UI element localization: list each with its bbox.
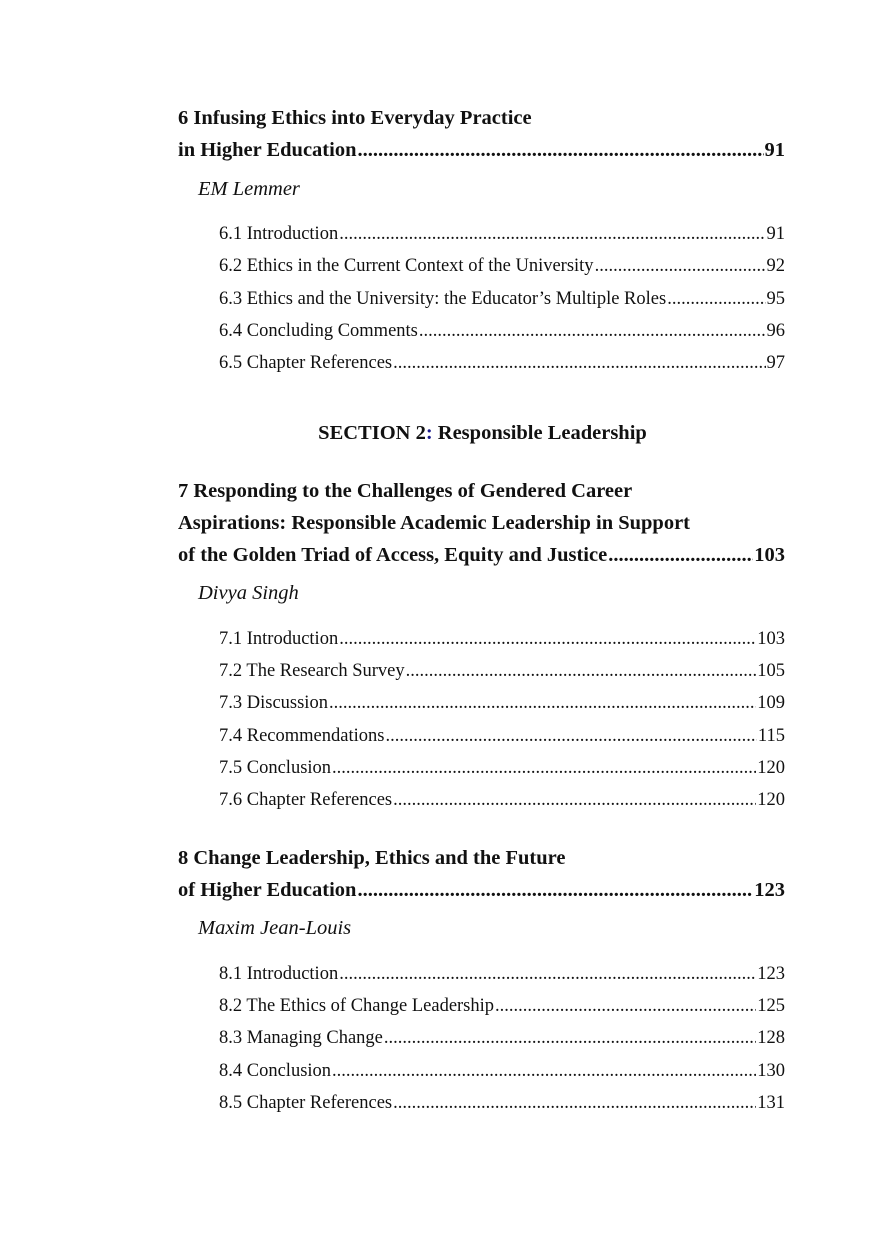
dot-leader bbox=[357, 877, 753, 903]
toc-entry-7-5[interactable] bbox=[219, 756, 785, 780]
toc-entry-page: 92 bbox=[766, 256, 785, 276]
toc-entry-page: 97 bbox=[766, 353, 785, 373]
chapter-7-title-text-3: of the Golden Triad of Access, Equity and Justice bbox=[178, 544, 608, 566]
toc-entry-title: 8.4 Conclusion bbox=[219, 1061, 332, 1081]
toc-entry-title: 8.3 Managing Change bbox=[219, 1028, 383, 1048]
chapter-8-title-line-2[interactable] bbox=[178, 877, 785, 903]
chapter-8-title-line-1 bbox=[178, 845, 785, 871]
toc-entry-7-1[interactable] bbox=[219, 627, 785, 651]
chapter-8-author: Maxim Jean-Louis bbox=[198, 917, 352, 939]
toc-entry-8-5[interactable] bbox=[219, 1091, 785, 1115]
toc-entry-7-2[interactable] bbox=[219, 659, 785, 683]
dot-leader bbox=[384, 1026, 756, 1050]
chapter-6-page-number: 91 bbox=[764, 139, 785, 161]
chapter-8-title-text-1: 8 Change Leadership, Ethics and the Future bbox=[178, 847, 566, 869]
toc-entry-title: 6.3 Ethics and the University: the Educator’s Multiple Roles bbox=[219, 289, 667, 309]
dot-leader bbox=[406, 659, 757, 683]
toc-entry-page: 120 bbox=[757, 790, 785, 810]
dot-leader bbox=[419, 319, 766, 343]
dot-leader bbox=[595, 254, 766, 278]
chapter-6-title-line-1 bbox=[178, 105, 785, 131]
toc-entry-6-1[interactable] bbox=[219, 222, 785, 246]
toc-entry-page: 130 bbox=[757, 1061, 785, 1081]
toc-entry-7-6[interactable] bbox=[219, 788, 785, 812]
toc-entry-title: 7.4 Recommendations bbox=[219, 726, 385, 746]
toc-entry-page: 96 bbox=[766, 321, 785, 341]
dot-leader bbox=[393, 788, 756, 812]
toc-entry-title: 8.5 Chapter References bbox=[219, 1093, 393, 1113]
chapter-8-page-number: 123 bbox=[754, 879, 785, 901]
section-heading-label: SECTION 2 bbox=[318, 422, 426, 444]
toc-entry-page: 125 bbox=[757, 996, 785, 1016]
dot-leader bbox=[608, 542, 753, 568]
chapter-7-title-line-3[interactable] bbox=[178, 542, 785, 568]
toc-entry-page: 128 bbox=[757, 1028, 785, 1048]
chapter-7-title-line-2 bbox=[178, 510, 785, 536]
dot-leader bbox=[385, 724, 756, 748]
chapter-7-title-line-1 bbox=[178, 478, 785, 504]
dot-leader bbox=[329, 691, 756, 715]
chapter-6-title-text-1: 6 Infusing Ethics into Everyday Practice bbox=[178, 107, 532, 129]
toc-entry-6-5[interactable] bbox=[219, 351, 785, 375]
toc-entry-page: 91 bbox=[766, 224, 785, 244]
toc-entry-page: 103 bbox=[757, 629, 785, 649]
toc-entry-page: 95 bbox=[766, 289, 785, 309]
chapter-7-author: Divya Singh bbox=[198, 582, 299, 604]
chapter-6-title-text-2: in Higher Education bbox=[178, 139, 357, 161]
dot-leader bbox=[667, 287, 765, 311]
chapter-7-title-text-2: Aspirations: Responsible Academic Leadership in Support bbox=[178, 512, 690, 534]
toc-entry-8-2[interactable] bbox=[219, 994, 785, 1018]
chapter-7-page-number: 103 bbox=[754, 544, 785, 566]
chapter-6-author: EM Lemmer bbox=[198, 178, 300, 200]
toc-entry-title: 6.2 Ethics in the Current Context of the University bbox=[219, 256, 594, 276]
toc-entry-page: 120 bbox=[757, 758, 785, 778]
toc-entry-title: 6.5 Chapter References bbox=[219, 353, 393, 373]
toc-entry-7-4[interactable] bbox=[219, 724, 785, 748]
toc-entry-page: 105 bbox=[757, 661, 785, 681]
toc-entry-page: 115 bbox=[757, 726, 785, 746]
chapter-8-title-text-2: of Higher Education bbox=[178, 879, 357, 901]
toc-entry-8-3[interactable] bbox=[219, 1026, 785, 1050]
toc-entry-page: 123 bbox=[757, 964, 785, 984]
dot-leader bbox=[393, 351, 765, 375]
toc-entry-title: 7.6 Chapter References bbox=[219, 790, 393, 810]
dot-leader bbox=[339, 962, 756, 986]
toc-entry-title: 7.3 Discussion bbox=[219, 693, 328, 713]
toc-entry-page: 131 bbox=[757, 1093, 785, 1113]
section-heading-colon: : bbox=[425, 422, 433, 444]
dot-leader bbox=[393, 1091, 756, 1115]
dot-leader bbox=[332, 756, 756, 780]
chapter-6-title-line-2[interactable] bbox=[178, 137, 785, 163]
toc-entry-6-2[interactable] bbox=[219, 254, 785, 278]
toc-entry-title: 7.1 Introduction bbox=[219, 629, 339, 649]
toc-entry-page: 109 bbox=[757, 693, 785, 713]
toc-entry-title: 6.1 Introduction bbox=[219, 224, 339, 244]
toc-entry-6-4[interactable] bbox=[219, 319, 785, 343]
dot-leader bbox=[495, 994, 756, 1018]
toc-entry-title: 8.1 Introduction bbox=[219, 964, 339, 984]
dot-leader bbox=[339, 627, 756, 651]
toc-entry-8-1[interactable] bbox=[219, 962, 785, 986]
toc-entry-8-4[interactable] bbox=[219, 1059, 785, 1083]
toc-entry-title: 7.5 Conclusion bbox=[219, 758, 332, 778]
toc-entry-7-3[interactable] bbox=[219, 691, 785, 715]
dot-leader bbox=[339, 222, 765, 246]
dot-leader bbox=[357, 137, 763, 163]
section-heading bbox=[0, 420, 875, 446]
toc-entry-title: 7.2 The Research Survey bbox=[219, 661, 405, 681]
toc-entry-title: 6.4 Concluding Comments bbox=[219, 321, 418, 341]
chapter-7-title-text-1: 7 Responding to the Challenges of Gendered Career bbox=[178, 480, 633, 502]
section-heading-title: Responsible Leadership bbox=[432, 422, 647, 444]
toc-entry-6-3[interactable] bbox=[219, 287, 785, 311]
dot-leader bbox=[332, 1059, 756, 1083]
toc-entry-title: 8.2 The Ethics of Change Leadership bbox=[219, 996, 495, 1016]
